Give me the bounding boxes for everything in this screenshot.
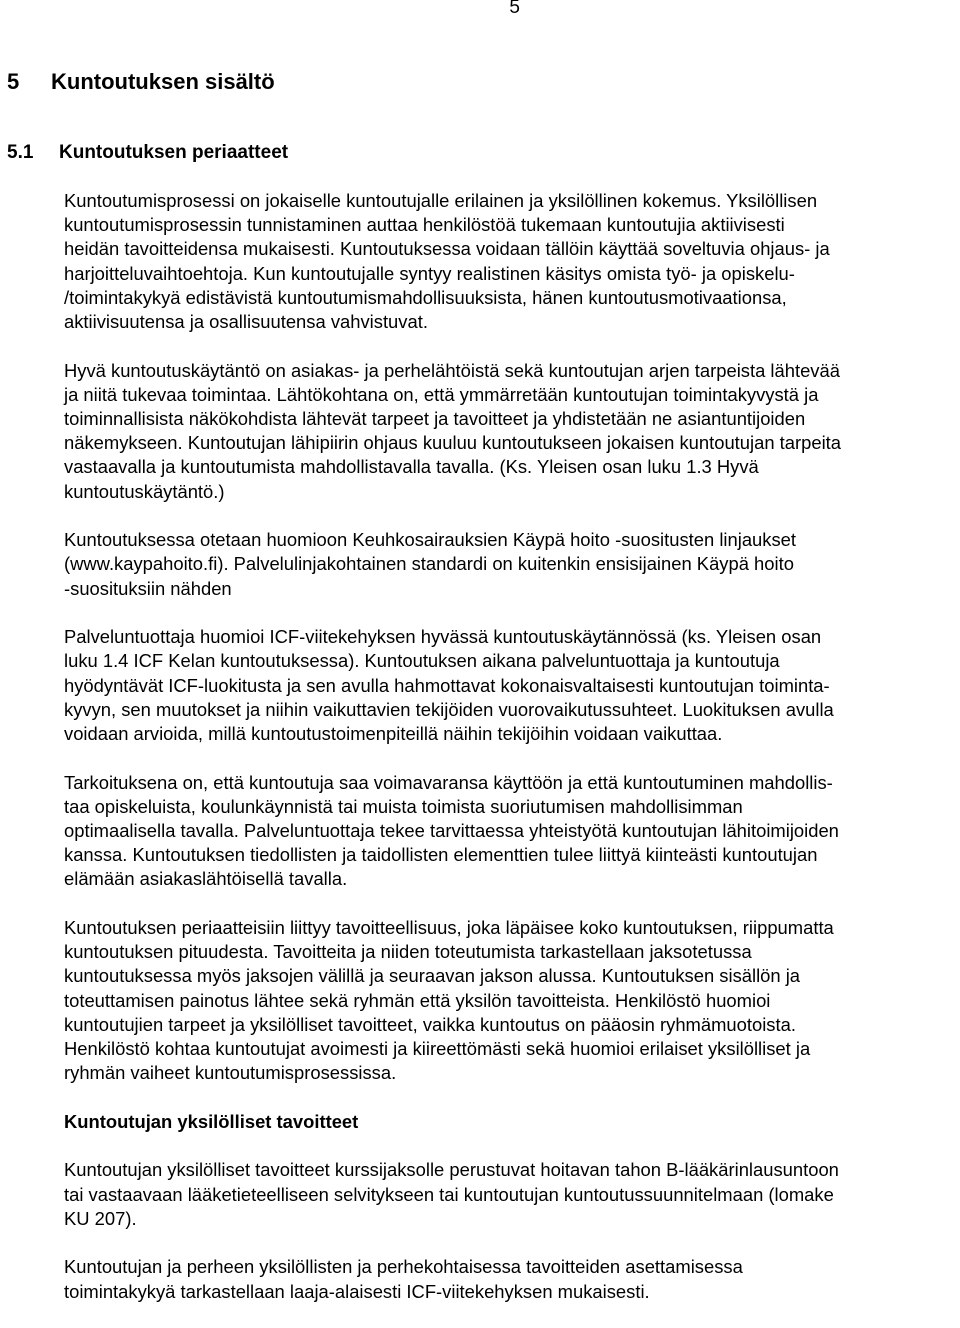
paragraph [64, 528, 957, 601]
subsection-number: 5.1 [7, 142, 34, 163]
text-line: Hyvä kuntoutuskäytäntö on asiakas- ja perhelähtöistä sekä kuntoutujan arjen tarpeista lähtevää [64, 359, 840, 381]
text-line: ryhmän vaiheet kuntoutumisprosessissa. [64, 1062, 397, 1084]
page-number: 5 [509, 0, 520, 18]
text-line: näkemykseen. Kuntoutujan lähipiirin ohjaus kuuluu kuntoutukseen jokaisen kuntoutujan tarpeita [64, 432, 842, 454]
text-line: voidaan arvioida, millä kuntoutustoimenpiteillä näihin tekijöihin voidaan vaikuttaa. [64, 723, 723, 745]
text-line: Kuntoutumisprosessi on jokaiselle kuntoutujalle erilainen ja yksilöllinen kokemus. Yksilöllisen [64, 190, 818, 211]
document-body [64, 189, 957, 1328]
section-title: Kuntoutuksen sisältö [51, 69, 275, 94]
text-line: optimaalisella tavalla. Palveluntuottaja tekee tarvittaessa yhteistyötä kuntoutujan lähitoimijoiden [64, 820, 839, 842]
text-line: elämään asiakaslähtöisellä tavalla. [64, 868, 348, 890]
text-line: kuntoutuksen pituudesta. Tavoitteita ja niiden toteutumista tarkastellaan jaksotetussa [64, 941, 752, 963]
paragraph [64, 189, 957, 334]
text-line: /toimintakykyä edistävistä kuntoutumismahdollisuuksista, hänen kuntoutusmotivaationsa, [64, 286, 787, 308]
text-line: hyödyntävät ICF-luokitusta ja sen avulla hahmottavat kokonaisvaltaisesti kuntoutujan toiminta- [64, 674, 830, 696]
text-line: taa opiskeluista, koulunkäynnistä tai muista toimista suoriutumisen mahdollisimman [64, 795, 743, 817]
text-line: kuntoutuksessa myös jaksojen välillä ja seuraavan jakson alussa. Kuntoutuksen sisällön ja [64, 965, 801, 987]
paragraph-subheading: Kuntoutujan yksilölliset tavoitteet [64, 1110, 359, 1132]
text-line: Kuntoutuksessa otetaan huomioon Keuhkosairauksien Käypä hoito -suositusten linjaukset [64, 529, 797, 551]
text-line: Palveluntuottaja huomioi ICF-viitekehyksen hyvässä kuntoutuskäytännössä (ks. Yleisen osan [64, 626, 822, 648]
text-line: vastaavalla ja kuntoutumista mahdollistavalla tavalla. (Ks. Yleisen osan luku 1.3 Hyvä [64, 456, 759, 478]
section-heading [7, 69, 275, 95]
paragraph [64, 916, 957, 1085]
paragraph [64, 1255, 957, 1303]
text-line: harjoitteluvaihtoehtoja. Kun kuntoutujalle syntyy realistinen käsitys omista työ- ja opiskelu- [64, 262, 795, 284]
text-line: tai vastaavaan lääketieteelliseen selvitykseen tai kuntoutujan kuntoutussuunnitelmaan (lomake [64, 1183, 834, 1205]
subsection-heading [7, 142, 288, 164]
paragraph [64, 359, 957, 504]
text-line: toiminnallisista näkökohdista lähtevät tarpeet ja tavoitteet ja yhdistetään ne asiantuntijoiden [64, 408, 806, 430]
text-line: Kuntoutuksen periaatteisiin liittyy tavoitteellisuus, joka läpäisee koko kuntoutuksen, riippumatta [64, 917, 834, 939]
text-line: ja niitä tukevaa toimintaa. Lähtökohtana on, että ymmärretään kuntoutujan toimintakyvystä ja [64, 383, 819, 405]
text-line: heidän tavoitteidensa mukaisesti. Kuntoutuksessa voidaan tällöin käyttää soveltuvia ohjaus- ja [64, 238, 830, 260]
paragraph [64, 625, 957, 746]
text-line: toimintakykyä tarkastellaan laaja-alaisesti ICF-viitekehyksen mukaisesti. [64, 1280, 650, 1302]
text-line: kuntoutumisprosessin tunnistaminen auttaa henkilöstöä tukemaan kuntoutujia aktiivisesti [64, 214, 785, 236]
subsection-title: Kuntoutuksen periaatteet [59, 142, 289, 163]
text-line: kyvyn, sen muutokset ja niihin vaikuttavien tekijöiden vuorovaikutussuhteet. Luokituksen avulla [64, 698, 834, 720]
text-line: Kuntoutujan yksilölliset tavoitteet kurssijaksolle perustuvat hoitavan tahon B-lääkärinlausuntoon [64, 1159, 839, 1181]
text-line: kuntoutuskäytäntö.) [64, 480, 225, 502]
text-line: aktiivisuutensa ja osallisuutensa vahvistuvat. [64, 311, 428, 333]
text-line: Henkilöstö kohtaa kuntoutujat avoimesti ja kiireettömästi sekä huomioi erilaiset yksilölliset ja [64, 1038, 811, 1060]
text-line: Kuntoutujan ja perheen yksilöllisten ja perhekohtaisessa tavoitteiden asettamisessa [64, 1256, 743, 1278]
text-line: Tarkoituksena on, että kuntoutuja saa voimavaransa käyttöön ja että kuntoutuminen mahdollis- [64, 771, 833, 793]
text-line: (www.kaypahoito.fi). Palvelulinjakohtainen standardi on kuitenkin ensisijainen Käypä hoito [64, 553, 794, 575]
text-line: KU 207). [64, 1207, 137, 1229]
text-line: kuntoutujien tarpeet ja yksilölliset tavoitteet, vaikka kuntoutus on pääosin ryhmämuotoista. [64, 1013, 796, 1035]
text-line: kanssa. Kuntoutuksen tiedollisten ja taidollisten elementtien tulee liittyä kiinteästi kuntoutujan [64, 844, 818, 866]
section-number: 5 [7, 69, 20, 94]
text-line: -suosituksiin nähden [64, 577, 232, 599]
paragraph [64, 771, 957, 892]
paragraph [64, 1158, 957, 1231]
text-line: toteuttamisen painotus lähtee sekä ryhmän että yksilön tavoitteista. Henkilöstö huomioi [64, 989, 771, 1011]
text-line: luku 1.4 ICF Kelan kuntoutuksessa). Kuntoutuksen aikana palveluntuottaja ja kuntoutuja [64, 650, 780, 672]
